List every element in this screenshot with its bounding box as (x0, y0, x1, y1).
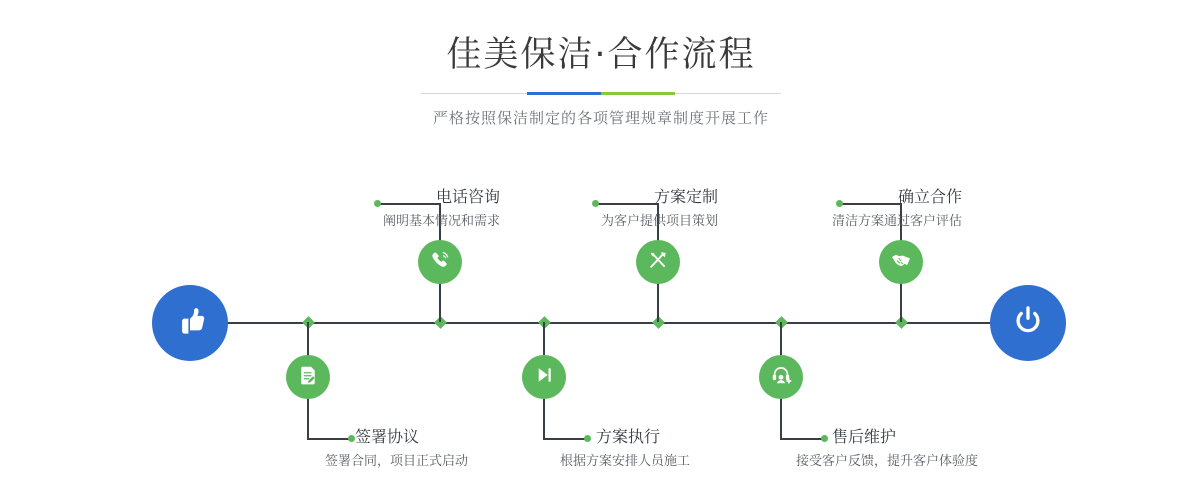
step-desc: 清洁方案通过客户评估 (831, 214, 962, 229)
step-icon-sign-agreement[interactable] (286, 355, 330, 399)
play-forward-icon (532, 363, 556, 392)
step-title: 方案定制 (653, 187, 718, 206)
step-title: 电话咨询 (435, 187, 500, 206)
phone-call-icon (428, 248, 452, 277)
timeline-end-node (990, 285, 1066, 361)
connector-vertical (657, 283, 659, 322)
step-label-after-sales (796, 426, 1116, 472)
step-title: 售后维护 (832, 427, 897, 446)
connector-vertical (780, 322, 782, 355)
step-label-plan-execute (560, 426, 830, 472)
step-label-confirm-cooperation (712, 186, 962, 232)
step-icon-plan-customize[interactable] (636, 240, 680, 284)
step-label-phone-consult (250, 186, 500, 232)
handshake-icon (889, 248, 913, 277)
connector-vertical (543, 398, 545, 440)
page-title: 佳美保洁·合作流程 (446, 35, 756, 75)
step-desc: 签署合同，项目正式启动 (325, 454, 469, 469)
step-icon-confirm-cooperation[interactable] (879, 240, 923, 284)
customer-service-icon (769, 363, 793, 392)
step-desc: 为客户提供项目策划 (600, 214, 718, 229)
page-subtitle: 严格按照保洁制定的各项管理规章制度开展工作 (432, 109, 769, 127)
step-label-plan-customize (468, 186, 718, 232)
step-label-sign-agreement (325, 426, 585, 472)
step-desc: 接受客户反馈，提升客户体验度 (796, 454, 979, 469)
document-edit-icon (296, 363, 320, 392)
step-title: 签署协议 (355, 427, 420, 446)
step-title: 确立合作 (897, 187, 962, 206)
step-title: 方案执行 (596, 427, 661, 446)
step-icon-after-sales[interactable] (759, 355, 803, 399)
timeline-start-node (152, 285, 228, 361)
connector-vertical (900, 283, 902, 322)
thumbs-up-icon (171, 302, 209, 345)
plan-tools-icon (646, 248, 670, 277)
step-desc: 阐明基本情况和需求 (382, 214, 500, 229)
step-icon-plan-execute[interactable] (522, 355, 566, 399)
step-desc: 根据方案安排人员施工 (560, 454, 691, 469)
connector-vertical (543, 322, 545, 355)
connector-vertical (307, 398, 309, 440)
power-icon (1009, 302, 1047, 345)
step-icon-phone-consult[interactable] (418, 240, 462, 284)
connector-vertical (780, 398, 782, 440)
connector-vertical (439, 283, 441, 322)
